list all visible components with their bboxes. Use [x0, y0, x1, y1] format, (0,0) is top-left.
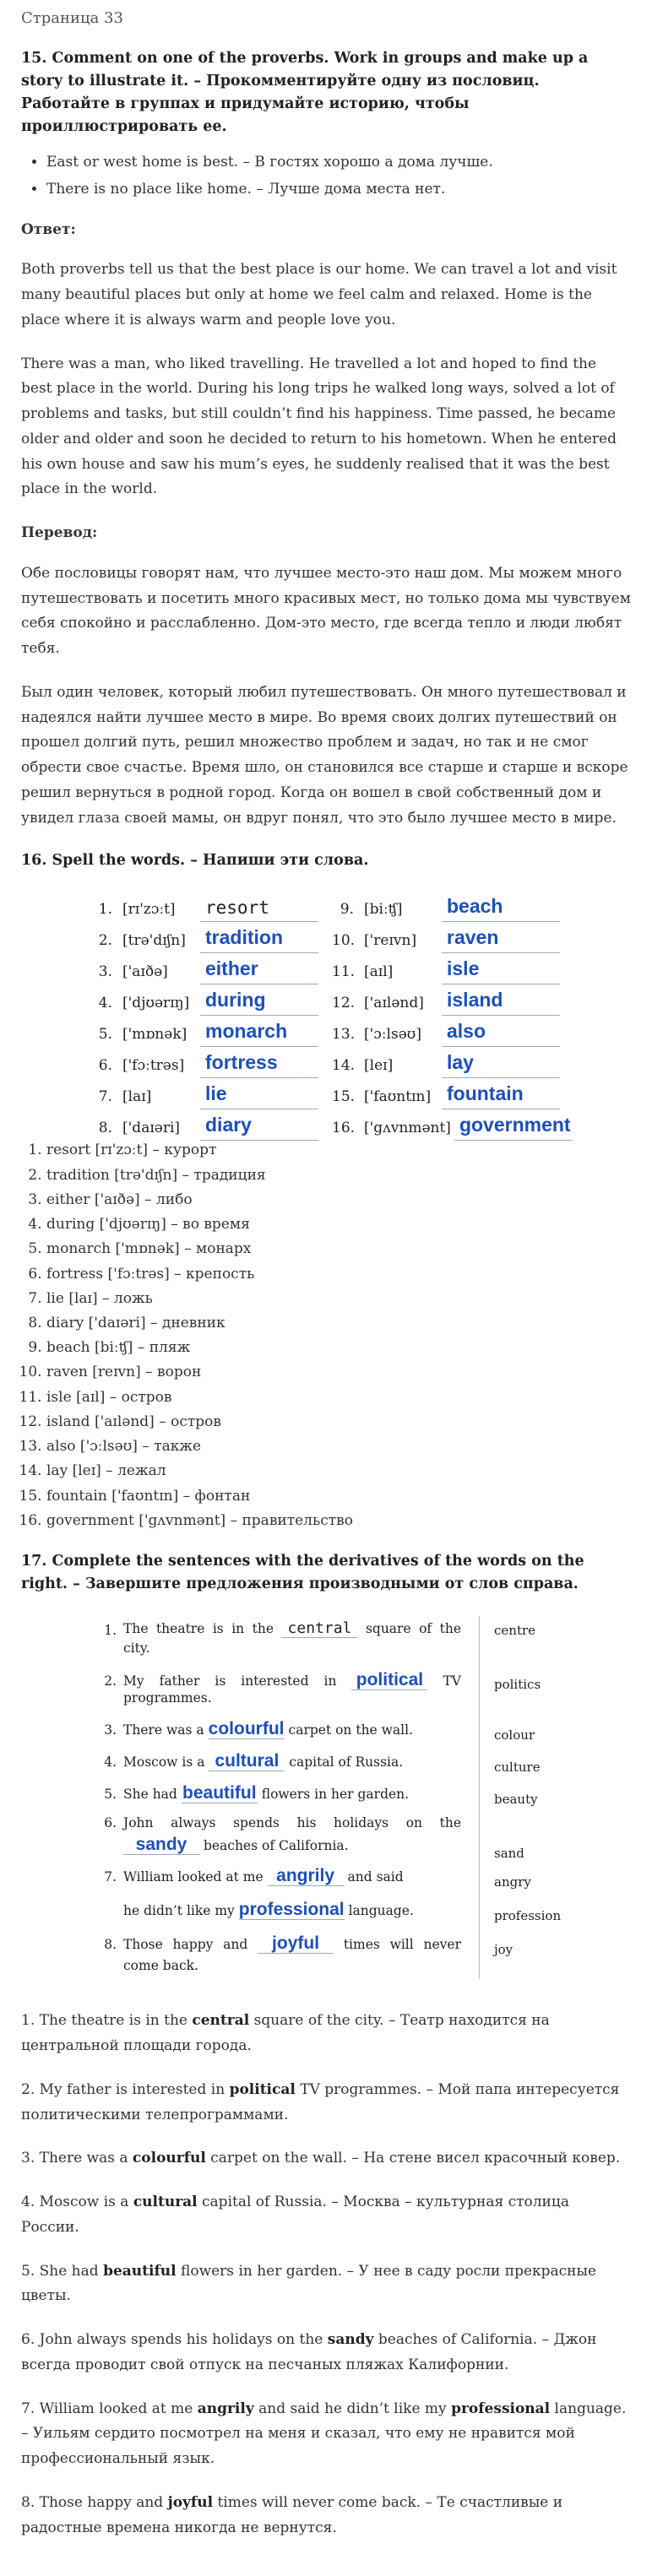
spell-answer: resort: [205, 897, 269, 918]
spell-answer: raven: [447, 926, 499, 949]
deriv-answer: political: [356, 1670, 424, 1690]
spell-blank: [200, 957, 318, 984]
answer-sentence: [21, 2259, 631, 2310]
sentence-keyword: professional: [451, 2400, 551, 2417]
answer-label: Ответ:: [21, 220, 76, 238]
sentence-part: capital of Russia. – Москва – культурная столица России.: [21, 2194, 569, 2236]
deriv-blank: [268, 1866, 344, 1886]
spell-exercise-image: [21, 884, 631, 1136]
spell-blank: [200, 991, 318, 1016]
spell-num: 1.: [98, 900, 112, 918]
deriv-row: [93, 1866, 532, 1900]
answer-sentence: [21, 2146, 631, 2172]
word-list-item: 1. resort [rɪ'zɔːt] – курорт: [46, 1138, 631, 1163]
spell-row: [90, 1047, 318, 1078]
deriv-blank: [209, 1719, 285, 1739]
deriv-sentence: [123, 1900, 461, 1933]
deriv-root-word: colour: [494, 1727, 535, 1744]
deriv-after: capital of Russia.: [289, 1754, 404, 1771]
translation-paragraph: Был один человек, который любил путешествовать. Он много путешествовал и надеялся найти лучшее место в мире. Во время своих долгих путешествий он прошел долгий путь, решил множество проблем и задач, но так и не смог обрести свое счастье. Время шло, он становился все старше и старше и вскоре решил вернуться в родной город. Когда он вошел в свой собственный дом и увидел глаза своей мамы, он вдруг понял, что это было лучшее место в мире.: [21, 683, 628, 827]
word-list-item: 13. also ['ɔːlsəʊ] – также: [46, 1434, 631, 1459]
deriv-after: square of the city.: [123, 1621, 461, 1656]
deriv-root-word: beauty: [494, 1792, 538, 1808]
word-list-item: 15. fountain ['faʊntɪn] – фонтан: [46, 1484, 631, 1509]
word-list-item: 12. island ['aɪlənd] – остров: [46, 1410, 631, 1434]
sentence-keyword: political: [229, 2080, 296, 2098]
deriv-sentence: [123, 1866, 461, 1900]
deriv-answer: cultural: [215, 1751, 280, 1771]
spell-blank: [442, 1082, 560, 1109]
spell-transcription: ['mɒnək]: [122, 1025, 187, 1043]
sentence-part: 1. The theatre is in the: [21, 2012, 193, 2030]
spell-blank: [200, 1116, 318, 1141]
spell-answer: beach: [447, 895, 503, 918]
spell-row: [90, 1016, 318, 1047]
sentence-keyword: beautiful: [103, 2262, 177, 2280]
spell-row: [332, 1047, 573, 1078]
spell-row: [332, 1016, 573, 1047]
deriv-root-word: culture: [494, 1760, 541, 1776]
deriv-after: times will never come back.: [123, 1937, 461, 1974]
deriv-row: [93, 1719, 535, 1751]
proverb-item: • East or west home is best. – В гостях хорошо а дома лучше.: [46, 150, 631, 176]
deriv-row: [93, 1616, 536, 1670]
deriv-sentence: [123, 1670, 461, 1719]
spell-blank: [442, 895, 560, 922]
deriv-num: 4.: [104, 1754, 117, 1771]
deriv-num: 2.: [104, 1673, 117, 1689]
word-list-item: 5. monarch ['mɒnək] – монарх: [46, 1237, 631, 1261]
deriv-blank: [281, 1620, 357, 1638]
word-list-item: 9. beach [biːʧ] – пляж: [46, 1336, 631, 1360]
deriv-before: John always spends his holidays on the: [123, 1815, 461, 1831]
deriv-num: 3.: [104, 1722, 117, 1738]
deriv-after: language.: [348, 1903, 414, 1919]
deriv-blank: [123, 1835, 199, 1855]
spell-num: 9.: [340, 900, 354, 918]
deriv-row: [93, 1900, 562, 1933]
spell-row: [332, 953, 573, 984]
spell-row: [90, 984, 318, 1016]
deriv-num: 8.: [104, 1937, 117, 1953]
deriv-before: There was a: [123, 1722, 204, 1738]
spell-answer: either: [205, 957, 258, 980]
answer-sentence: [21, 2491, 631, 2541]
spell-blank: [200, 898, 318, 922]
spell-num: 4.: [98, 994, 112, 1011]
spell-answer: fortress: [205, 1051, 278, 1074]
derivatives-table: [93, 1616, 562, 1984]
spell-transcription: ['faʊntɪn]: [364, 1087, 432, 1105]
spell-row: [332, 984, 573, 1016]
spell-row: [90, 1109, 318, 1141]
derivatives-exercise-image: [21, 1608, 631, 1992]
spell-num: 16.: [332, 1119, 356, 1136]
spell-row: [90, 953, 318, 984]
answer-sentence: [21, 2009, 631, 2059]
deriv-row: [93, 1670, 541, 1719]
spell-blank: [454, 1116, 573, 1141]
deriv-row: [93, 1783, 538, 1812]
spell-transcription: [laɪ]: [122, 1087, 152, 1105]
spell-transcription: ['djʊərɪŋ]: [122, 994, 190, 1011]
spell-answer: island: [447, 989, 503, 1011]
deriv-before: My father is interested in: [123, 1673, 337, 1689]
sentence-keyword: sandy: [327, 2331, 374, 2349]
deriv-num: 5.: [104, 1787, 117, 1803]
spell-num: 5.: [98, 1025, 112, 1043]
answer-sentence: [21, 2190, 631, 2241]
deriv-sentence: [123, 1619, 461, 1670]
spell-column-left: [90, 891, 318, 1141]
deriv-blank: [239, 1900, 345, 1920]
deriv-sentence: [123, 1719, 461, 1751]
deriv-before: he didn’t like my: [123, 1903, 235, 1919]
spell-answer: monarch: [205, 1020, 288, 1043]
deriv-sentence: [123, 1783, 461, 1812]
spell-num: 8.: [98, 1119, 112, 1136]
deriv-root-word: joy: [494, 1942, 513, 1958]
sentence-part: 7. William looked at me: [21, 2400, 198, 2417]
spell-blank: [200, 1022, 318, 1047]
spell-row: [332, 1078, 573, 1109]
spell-num: 2.: [98, 931, 112, 949]
word-list-item: 2. tradition [trə'dɪʃn] – традиция: [46, 1163, 631, 1188]
deriv-before: William looked at me: [123, 1869, 264, 1885]
spell-blank: [442, 926, 560, 953]
deriv-after: TV programmes.: [123, 1673, 461, 1706]
spell-blank: [442, 1022, 560, 1047]
spell-transcription: ['gʌvnmənt]: [364, 1119, 451, 1136]
answer-sentence: [21, 2328, 631, 2378]
spell-answer: isle: [447, 957, 480, 980]
spell-transcription: ['daɪəri]: [122, 1119, 181, 1136]
deriv-num: [93, 1900, 123, 1933]
deriv-root-word: sand: [494, 1846, 524, 1862]
deriv-answer: angrily: [276, 1866, 335, 1886]
deriv-row: [93, 1933, 532, 1984]
deriv-root-word: politics: [494, 1677, 541, 1693]
proverb-item: • There is no place like home. – Лучше дома места нет.: [46, 177, 631, 203]
spell-transcription: ['reɪvn]: [364, 931, 417, 949]
spell-blank: [442, 1051, 560, 1078]
spell-transcription: ['aɪðə]: [122, 963, 168, 980]
deriv-blank: [182, 1783, 258, 1803]
deriv-answer: joyful: [272, 1933, 320, 1954]
sentence-part: 4. Moscow is a: [21, 2194, 133, 2211]
spell-row: [332, 891, 573, 922]
answer-sentence: [21, 2397, 631, 2472]
translation-paragraph: Обе пословицы говорят нам, что лучшее место-это наш дом. Мы можем много путешествовать и посетить много красивых мест, но только дома мы чувствуем себя спокойно и расслабленно. Дом-это место, где всегда тепло и люди любят тебя.: [21, 564, 631, 657]
deriv-answer: sandy: [135, 1834, 187, 1854]
sentence-answers: [21, 2009, 631, 2541]
spell-blank: [200, 1082, 318, 1109]
answer-paragraph: Both proverbs tell us that the best place is our home. We can travel a lot and visit many beautiful places but only at home we feel calm and relaxed. Home is the place where it is always warm and people love you.: [21, 261, 617, 328]
sentence-keyword: central: [192, 2012, 250, 2030]
sentence-part: and said he didn’t like my: [253, 2400, 452, 2417]
sentence-keyword: joyful: [167, 2493, 214, 2511]
spell-blank: [200, 926, 318, 953]
spell-num: 12.: [332, 994, 356, 1011]
spell-blank: [442, 957, 560, 984]
sentence-part: beaches of California. – Джон всегда проводит свой отпуск на песчаных пляжах Калифорнии.: [21, 2331, 597, 2373]
word-list-item: 16. government ['gʌvnmənt] – правительство: [46, 1509, 631, 1533]
spell-answer: government: [459, 1114, 571, 1136]
spell-row: [90, 891, 318, 922]
deriv-after: beaches of California.: [203, 1837, 349, 1853]
deriv-blank: [351, 1670, 427, 1690]
sentence-part: times will never come back. – Те счастливые и радостные времена никогда не вернутся.: [21, 2493, 563, 2536]
deriv-root-word: profession: [494, 1908, 562, 1924]
deriv-num: 6.: [104, 1815, 117, 1831]
word-list-item: 4. during ['djʊərɪŋ] – во время: [46, 1212, 631, 1237]
spell-num: 6.: [98, 1056, 112, 1074]
sentence-keyword: colourful: [132, 2150, 206, 2167]
word-list-item: 10. raven [reɪvn] – ворон: [46, 1360, 631, 1385]
ex16-heading: 16. Spell the words. – Напиши эти слова.: [21, 852, 369, 870]
spell-num: 14.: [332, 1056, 356, 1074]
spell-row: [332, 922, 573, 953]
spell-row: [90, 1078, 318, 1109]
word-list-item: 14. lay [leɪ] – лежал: [46, 1459, 631, 1483]
sentence-part: square of the city. – Театр находится на центральной площади города.: [21, 2012, 550, 2055]
deriv-answer: colourful: [208, 1719, 285, 1739]
answer-paragraph: There was a man, who liked travelling. He travelled a lot and hoped to find the best place in the world. During his long trips he walked long ways, solved a lot of problems and tasks, but still couldn’t find his happiness. Time passed, he became older and older and soon he decided to return to his hometown. When he entered his own house and saw his mum’s eyes, he suddenly realised that it was the best place in the world.: [21, 355, 617, 498]
spell-transcription: ['fɔːtrəs]: [122, 1056, 185, 1074]
spell-answer: lie: [205, 1082, 227, 1105]
deriv-sentence: [123, 1812, 461, 1866]
spell-row: [332, 1109, 573, 1141]
spell-num: 11.: [332, 963, 356, 980]
sentence-part: 3. There was a: [21, 2150, 133, 2167]
sentence-part: TV programmes. – Мой папа интересуется политическими телепрограммами.: [21, 2080, 620, 2123]
deriv-answer: central: [287, 1619, 352, 1638]
deriv-root-word: centre: [494, 1623, 536, 1639]
sentence-part: 8. Those happy and: [21, 2493, 168, 2511]
sentence-keyword: cultural: [133, 2194, 198, 2211]
word-list-item: 3. either ['aɪðə] – либо: [46, 1188, 631, 1212]
spell-transcription: ['ɔːlsəʊ]: [364, 1025, 421, 1043]
deriv-root-word: angry: [494, 1874, 531, 1890]
spell-transcription: [trə'dɪʃn]: [122, 931, 186, 949]
sentence-part: carpet on the wall. – На стене висел красочный ковер.: [205, 2150, 621, 2167]
sentence-part: 6. John always spends his holidays on the: [21, 2331, 328, 2349]
word-list-item: 11. isle [aɪl] – остров: [46, 1386, 631, 1410]
spell-answer: also: [447, 1020, 486, 1043]
deriv-sentence: [123, 1933, 461, 1984]
deriv-before: Moscow is a: [123, 1754, 205, 1771]
spell-answer: tradition: [205, 926, 283, 949]
spell-blank: [442, 991, 560, 1016]
spell-column-right: [332, 891, 573, 1141]
spell-num: 3.: [98, 963, 112, 980]
answer-sentence: [21, 2078, 631, 2129]
spell-transcription: [leɪ]: [364, 1056, 394, 1074]
spell-num: 10.: [332, 931, 356, 949]
deriv-before: She had: [123, 1787, 177, 1803]
deriv-after: and said: [347, 1869, 404, 1885]
word-list: [21, 1138, 631, 1533]
word-list-item: 8. diary ['daɪəri] – дневник: [46, 1311, 631, 1336]
page-label: Страница 33: [21, 9, 123, 27]
deriv-num: 7.: [104, 1869, 117, 1885]
deriv-after: carpet on the wall.: [288, 1722, 414, 1738]
spell-row: [90, 922, 318, 953]
proverb-list: [21, 150, 631, 203]
spell-transcription: ['aɪlənd]: [364, 994, 424, 1011]
deriv-before: The theatre is in the: [123, 1621, 274, 1637]
word-list-item: 6. fortress ['fɔːtrəs] – крепость: [46, 1262, 631, 1287]
deriv-sentence: [123, 1751, 461, 1783]
deriv-row: [93, 1751, 541, 1783]
sentence-part: flowers in her garden. – У нее в саду росли прекрасные цветы.: [21, 2262, 597, 2305]
sentence-part: 2. My father is interested in: [21, 2080, 230, 2098]
deriv-blank: [258, 1933, 334, 1954]
ex17-heading: 17. Complete the sentences with the derivatives of the words on the right. – Завершите предложения производными от слов справа.: [21, 1553, 584, 1593]
spell-num: 7.: [98, 1087, 112, 1105]
spell-num: 13.: [332, 1025, 356, 1043]
sentence-keyword: angrily: [197, 2400, 254, 2417]
deriv-num: 1.: [104, 1623, 117, 1639]
deriv-after: flowers in her garden.: [261, 1787, 410, 1803]
deriv-before: Those happy and: [123, 1937, 248, 1953]
deriv-answer: professional: [238, 1900, 345, 1920]
spell-answer: diary: [205, 1114, 252, 1136]
spell-transcription: [aɪl]: [364, 963, 394, 980]
deriv-row: [93, 1812, 532, 1866]
sentence-part: language. – Уильям сердито посмотрел на меня и сказал, что ему не нравится мой профессиональный язык.: [21, 2400, 627, 2468]
spell-transcription: [rɪ'zɔːt]: [122, 900, 176, 918]
sentence-part: 5. She had: [21, 2262, 104, 2280]
spell-blank: [200, 1051, 318, 1078]
word-list-item: 7. lie [laɪ] – ложь: [46, 1287, 631, 1311]
ex15-heading: 15. Comment on one of the proverbs. Work in groups and make up a story to illustrate it. – Прокомментируйте одну из пословиц. Работайте в группах и придумайте историю, чтобы проиллюстрировать ее.: [21, 49, 589, 135]
spell-num: 15.: [332, 1087, 356, 1105]
spell-answer: during: [205, 989, 266, 1011]
spell-answer: lay: [447, 1051, 474, 1074]
spell-answer: fountain: [447, 1082, 524, 1105]
deriv-blank: [209, 1751, 285, 1771]
spell-transcription: [biːʧ]: [364, 900, 403, 918]
deriv-answer: beautiful: [182, 1783, 257, 1803]
translation-label: Перевод:: [21, 524, 98, 541]
